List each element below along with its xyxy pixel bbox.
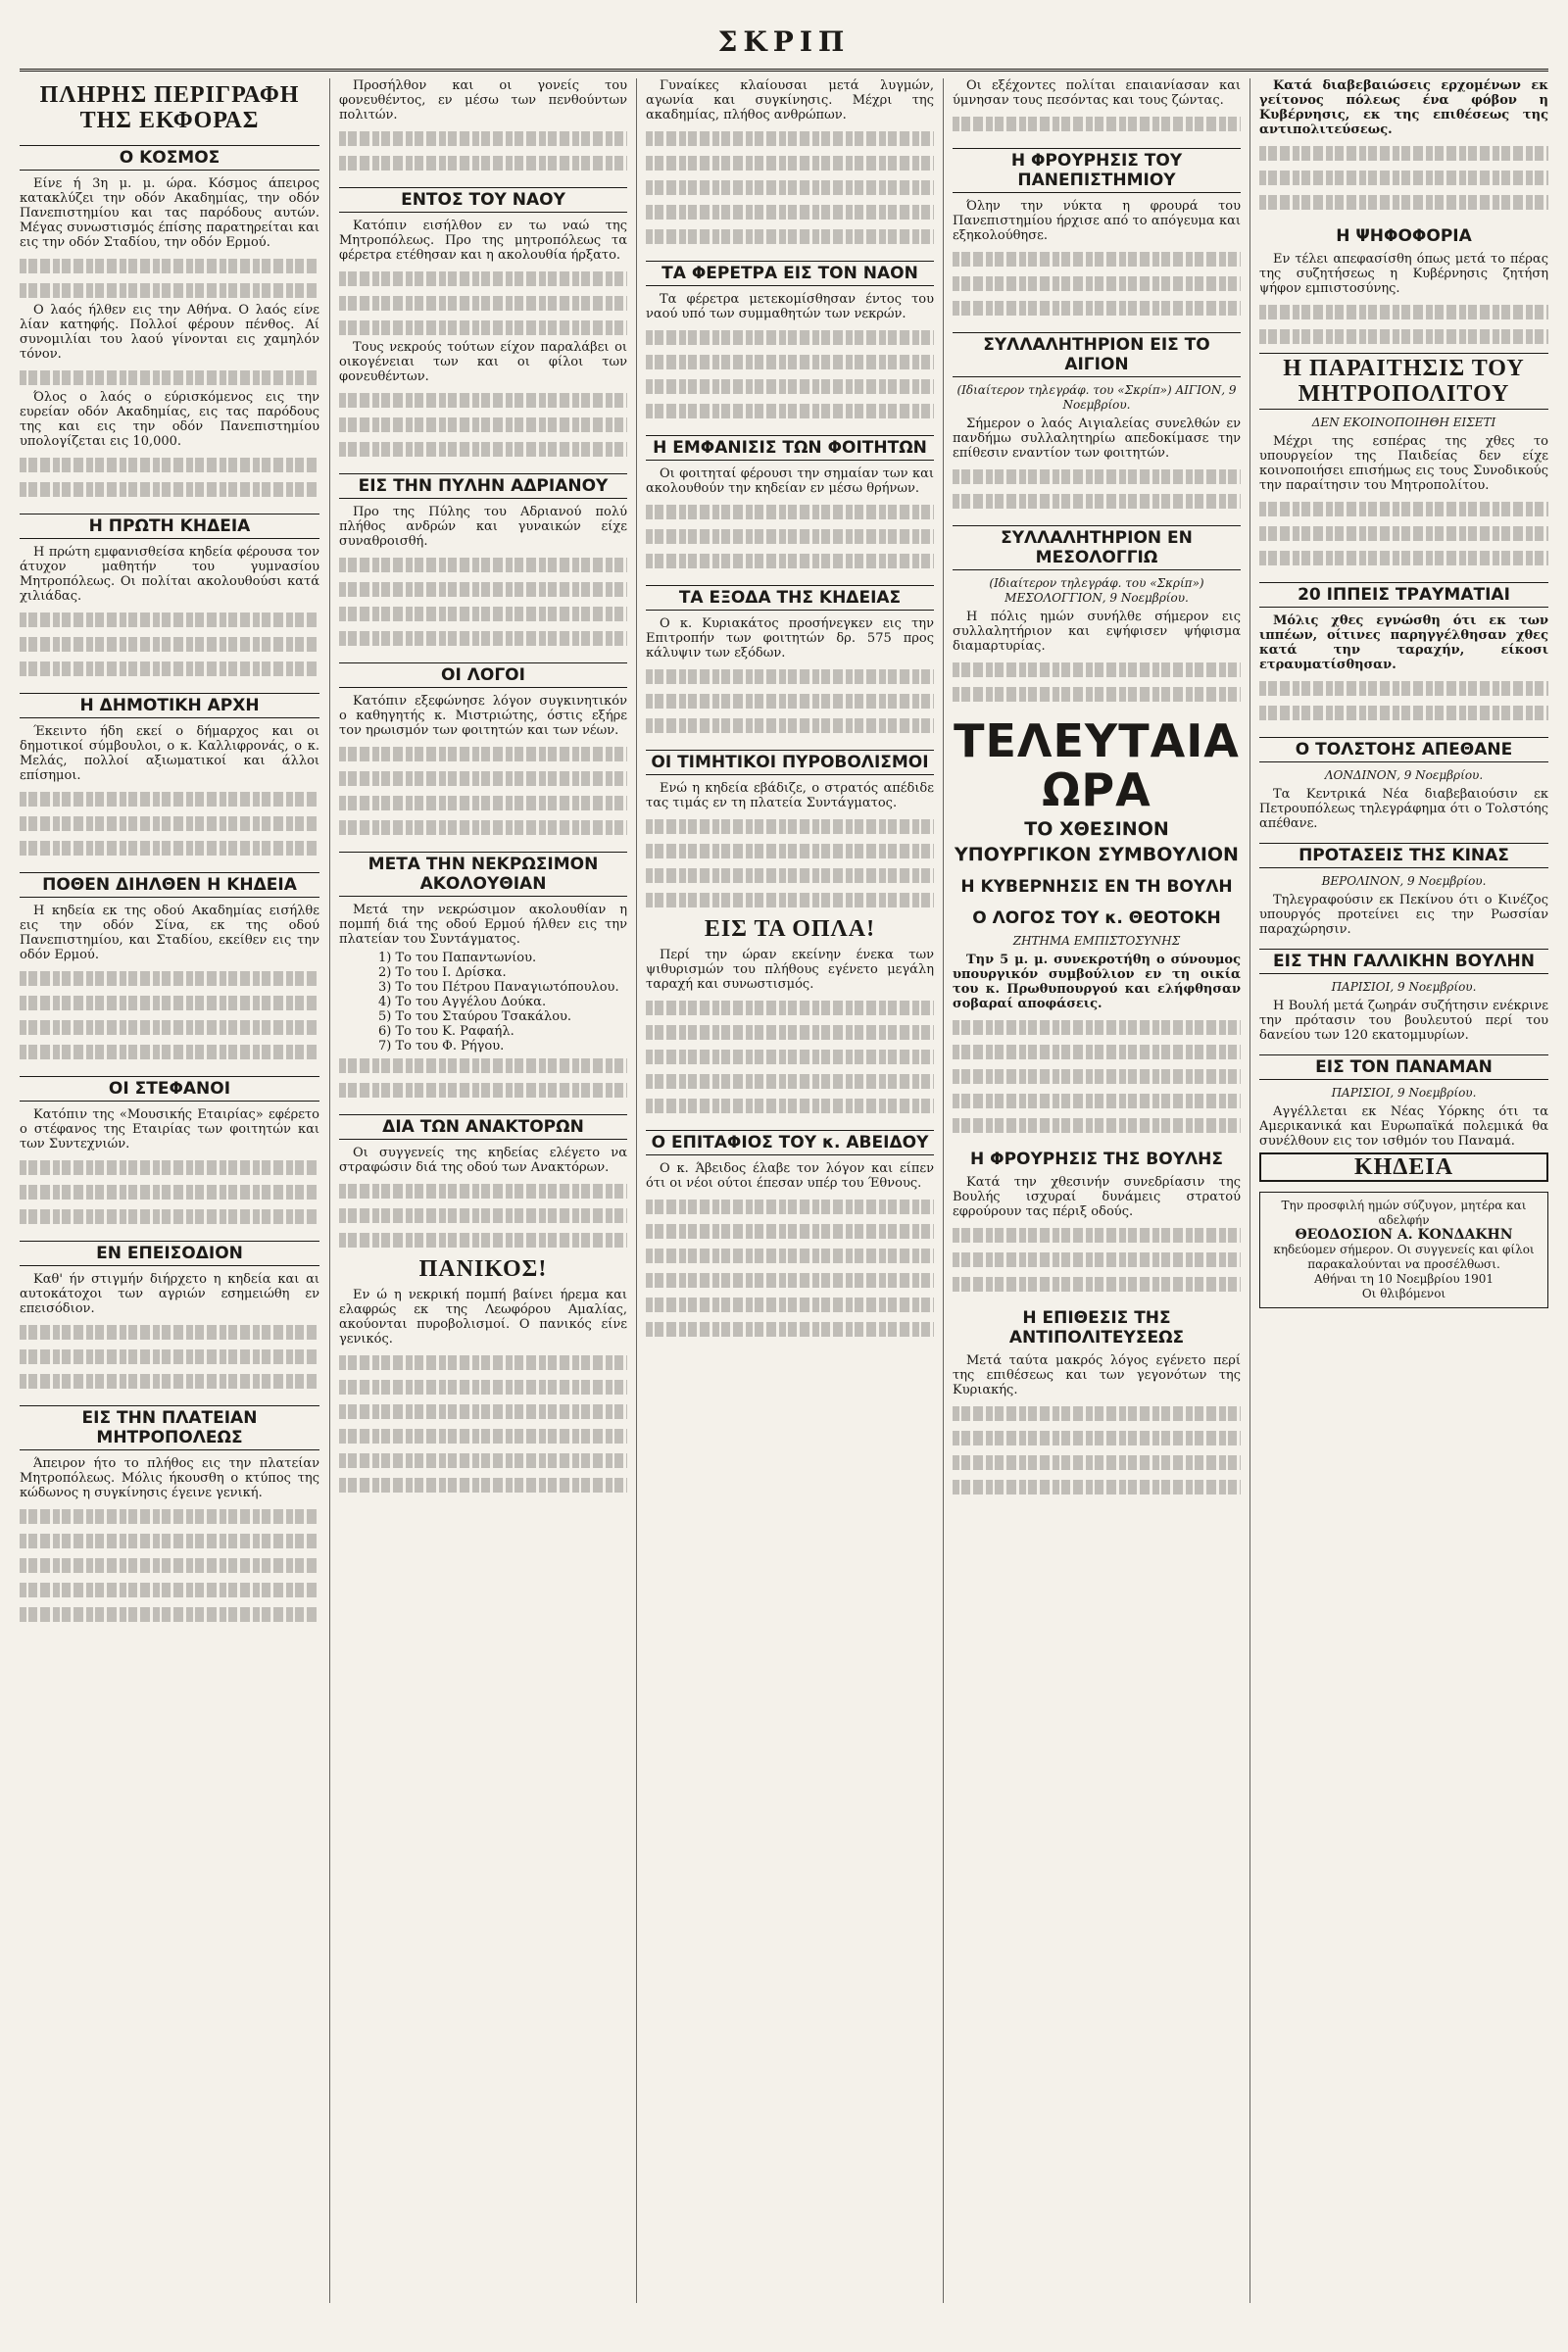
paragraph: Η πρώτη εμφανισθείσα κηδεία φέρουσα τον άτυχον μαθητήν του γυμνασίου Μητροπόλεως. Οι πολίται ακολουθούσι κατά χιλιάδας. xyxy=(20,545,319,604)
text-lines xyxy=(339,626,627,651)
subheadline: ΥΠΟΥΡΓΙΚΟΝ ΣΥΜΒΟΥΛΙΟΝ xyxy=(955,844,1239,865)
text-lines xyxy=(646,1268,934,1293)
section-heading-large: Η ΠΑΡΑΙΤΗΣΙΣ ΤΟΥ ΜΗΤΡΟΠΟΛΙΤΟΥ xyxy=(1259,353,1548,410)
text-lines xyxy=(646,350,934,374)
text-lines xyxy=(339,1424,627,1448)
section-heading: ΜΕΤΑ ΤΗΝ ΝΕΚΡΩΣΙΜΟΝ ΑΚΟΛΟΥΘΙΑΝ xyxy=(339,852,627,897)
text-lines xyxy=(20,1504,319,1529)
paragraph: Οι εξέχοντες πολίται επαιανίασαν και ύμνησαν τους πεσόντας και τους ζώντας. xyxy=(953,78,1241,108)
paragraph: Κατά την χθεσινήν συνεδρίασιν της Βουλής ισχυραί δυνάμεις στρατού εφρούρουν τας πέριξ οδούς. xyxy=(953,1175,1241,1219)
section-heading: ΣΥΛΛΑΛΗΤΗΡΙΟΝ ΕΙΣ ΤΟ ΑΙΓΙΟΝ xyxy=(953,332,1241,377)
text-lines xyxy=(20,657,319,681)
section-heading: ΠΟΘΕΝ ΔΙΗΛΘΕΝ Η ΚΗΔΕΙΑ xyxy=(20,872,319,898)
text-lines xyxy=(20,811,319,836)
section-heading: ΕΙΣ ΤΗΝ ΓΑΛΛΙΚΗΝ ΒΟΥΛΗΝ xyxy=(1259,949,1548,974)
section-heading: Ο ΕΠΙΤΑΦΙΟΣ ΤΟΥ κ. ΑΒΕΙΔΟΥ xyxy=(646,1130,934,1155)
text-lines xyxy=(20,1602,319,1627)
section-heading: ΕΙΣ ΤΟΝ ΠΑΝΑΜΑΝ xyxy=(1259,1054,1548,1080)
obituary-line: κηδεύομεν σήμερον. Οι συγγενείς και φίλοι παρακαλούνται να προσέλθωσι. xyxy=(1273,1243,1535,1271)
text-lines xyxy=(339,291,627,316)
obituary-name: ΘΕΟΔΟΣΙΟΝ Α. ΚΟΝΔΑΚΗΝ xyxy=(1295,1227,1513,1243)
dateline: (Ιδιαίτερον τηλεγράφ. του «Σκρίπ») ΑΙΓΙΟΝ, 9 Νοεμβρίου. xyxy=(956,383,1237,412)
paragraph: Μετά την νεκρώσιμον ακολουθίαν η πομπή διά της οδού Ερμού ήλθεν εις την πλατείαν του Συντάγματος. xyxy=(339,903,627,947)
paragraph: Προ της Πύλης του Αδριανού πολύ πλήθος ανδρών και γυναικών είχε συναθροισθή. xyxy=(339,505,627,549)
section-heading-large: ΕΙΣ ΤΑ ΟΠΛΑ! xyxy=(704,916,876,942)
text-lines xyxy=(646,863,934,888)
subheadline: Ο ΛΟΓΟΣ ΤΟΥ κ. ΘΕΟΤΟΚΗ xyxy=(972,908,1221,928)
text-lines xyxy=(953,1040,1241,1064)
text-lines xyxy=(646,175,934,200)
text-lines xyxy=(339,267,627,291)
paragraph: Η Βουλή μετά ζωηράν συζήτησιν ενέκρινε την πρότασιν του βουλευτού περί του δανείου των 120 εκατομμυρίων. xyxy=(1259,999,1548,1043)
dateline: ΠΑΡΙΣΙΟΙ, 9 Νοεμβρίου. xyxy=(1331,980,1477,994)
text-lines xyxy=(1259,141,1548,166)
text-lines xyxy=(646,996,934,1020)
text-lines xyxy=(646,200,934,224)
text-lines xyxy=(20,1553,319,1578)
column-1 xyxy=(20,78,319,2303)
section-heading: Η ΦΡΟΥΡΗΣΙΣ ΤΗΣ ΒΟΥΛΗΣ xyxy=(969,1150,1224,1169)
section-heading: ΔΙΑ ΤΩΝ ΑΝΑΚΤΟΡΩΝ xyxy=(339,1114,627,1140)
text-lines xyxy=(646,399,934,423)
paragraph: Όλην την νύκτα η φρουρά του Πανεπιστημίου ήρχισε από το απόγευμα και εξηκολούθησε. xyxy=(953,199,1241,243)
text-lines xyxy=(339,1448,627,1473)
text-lines xyxy=(646,1317,934,1342)
text-lines xyxy=(339,766,627,791)
text-lines xyxy=(339,1375,627,1399)
text-lines xyxy=(646,1069,934,1094)
text-lines xyxy=(953,465,1241,489)
text-lines xyxy=(1259,300,1548,324)
text-lines xyxy=(339,602,627,626)
text-lines xyxy=(20,787,319,811)
text-lines xyxy=(339,151,627,175)
masthead-title: ΣΚΡΙΠ xyxy=(717,25,851,58)
column-5 xyxy=(1259,78,1548,2303)
section-heading: ΤΑ ΦΕΡΕΤΡΑ ΕΙΣ ΤΟΝ ΝΑΟΝ xyxy=(646,261,934,286)
text-lines xyxy=(339,1228,627,1252)
text-lines xyxy=(1259,676,1548,701)
text-lines xyxy=(339,1179,627,1203)
column-3 xyxy=(646,78,934,2303)
text-lines xyxy=(339,1399,627,1424)
section-heading: ΕΙΣ ΤΗΝ ΠΛΑΤΕΙΑΝ ΜΗΤΡΟΠΟΛΕΩΣ xyxy=(20,1405,319,1450)
text-lines xyxy=(953,1113,1241,1138)
text-lines xyxy=(339,1350,627,1375)
text-lines xyxy=(646,1020,934,1045)
paragraph: Ενώ η κηδεία εβάδιζε, ο στρατός απέδιδε τας τιμάς εν τη πλατεία Συντάγματος. xyxy=(646,781,934,810)
text-lines xyxy=(953,1272,1241,1297)
text-lines xyxy=(20,1155,319,1180)
text-lines xyxy=(646,814,934,839)
text-lines xyxy=(953,1426,1241,1450)
text-lines xyxy=(646,1293,934,1317)
text-lines xyxy=(1259,701,1548,725)
section-heading: Η ΕΜΦΑΝΙΣΙΣ ΤΩΝ ΦΟΙΤΗΤΩΝ xyxy=(646,435,934,461)
section-heading: ΕΝΤΟΣ ΤΟΥ ΝΑΟΥ xyxy=(339,187,627,213)
text-lines xyxy=(20,1345,319,1369)
list-item: 2) Το του Ι. Δρίσκα. xyxy=(378,965,507,980)
column-rule xyxy=(636,78,637,2303)
text-lines xyxy=(953,658,1241,682)
obituary-notice xyxy=(1259,1192,1548,1308)
text-lines xyxy=(1259,324,1548,349)
text-lines xyxy=(20,632,319,657)
main-headline: ΠΛΗΡΗΣ ΠΕΡΙΓΡΑΦΗ ΤΗΣ ΕΚΦΟΡΑΣ xyxy=(39,82,300,133)
text-lines xyxy=(20,836,319,860)
text-lines xyxy=(953,1015,1241,1040)
text-lines xyxy=(953,112,1241,136)
text-lines xyxy=(20,608,319,632)
column-4 xyxy=(953,78,1241,2303)
text-lines xyxy=(646,1045,934,1069)
subheadline-small: ΔΕΝ ΕΚΟΙΝΟΠΟΙΗΘΗ ΕΙΣΕΤΙ xyxy=(1311,416,1496,429)
paragraph: Προσήλθον και οι γονείς του φονευθέντος, εν μέσω των πενθούντων πολιτών. xyxy=(339,78,627,122)
paragraph: Ο κ. Άβειδος έλαβε τον λόγον και είπεν ότι οι νέοι ούτοι έπεσαν υπέρ του Έθνους. xyxy=(646,1161,934,1191)
text-lines xyxy=(953,1475,1241,1499)
subheadline-small: ΖΗΤΗΜΑ ΕΜΠΙΣΤΟΣΥΝΗΣ xyxy=(1012,934,1181,948)
paragraph: Εν τέλει απεφασίσθη όπως μετά το πέρας της συζητήσεως η Κυβέρνησις ζητήση ψήφον εμπιστοσύνης. xyxy=(1259,252,1548,296)
paragraph: Κατόπιν της «Μουσικής Εταιρίας» εφέρετο ο στέφανος της Εταιρίας των φοιτητών και των Συντεχνιών. xyxy=(20,1107,319,1152)
text-lines xyxy=(1259,546,1548,570)
coffin-list xyxy=(339,951,627,1054)
text-lines xyxy=(20,991,319,1015)
text-lines xyxy=(339,1054,627,1078)
paragraph: Τηλεγραφούσιν εκ Πεκίνου ότι ο Κινέζος υπουργός προτείνει εις την Ρωσσίαν παραχώρησιν. xyxy=(1259,893,1548,937)
paragraph: Ο λαός ήλθεν εις την Αθήνα. Ο λαός είνε λίαν κατηφής. Πολλοί φέρουν πένθος. Αί συνομιλίαι του λαού γίνονται εις χαμηλόν τόνον. xyxy=(20,303,319,362)
text-lines xyxy=(20,1204,319,1229)
text-lines xyxy=(646,374,934,399)
obituary-signature: Οι θλιβόμενοι xyxy=(1361,1287,1446,1300)
paragraph: Καθ' ήν στιγμήν διήρχετο η κηδεία και αι αυτοκάτοχοι των αγριών εσημειώθη εν επεισόδιον. xyxy=(20,1272,319,1316)
section-heading: 20 ΙΠΠΕΙΣ ΤΡΑΥΜΑΤΙΑΙ xyxy=(1259,582,1548,608)
text-lines xyxy=(953,489,1241,514)
paragraph: Είνε ή 3η μ. μ. ώρα. Κόσμος άπειρος κατακλύζει την οδόν Ακαδημίας, την οδόν Πανεπιστημίου και τας παρόδους αυτών. Μέγας συνωστισμός έπίσης παρατηρείται και εις την οδόν Σταδίου, την οδόν Ερμού. xyxy=(20,176,319,250)
text-lines xyxy=(20,1529,319,1553)
text-lines xyxy=(1259,166,1548,190)
list-item: 4) Το του Αγγέλου Δούκα. xyxy=(378,995,547,1009)
masthead xyxy=(20,20,1548,72)
text-lines xyxy=(20,966,319,991)
text-lines xyxy=(953,1248,1241,1272)
section-heading: ΕΝ ΕΠΕΙΣΟΔΙΟΝ xyxy=(20,1241,319,1266)
section-heading: Ο ΤΟΛΣΤΟΗΣ ΑΠΕΘΑΝΕ xyxy=(1259,737,1548,762)
text-lines xyxy=(20,278,319,303)
text-lines xyxy=(646,1094,934,1118)
text-lines xyxy=(646,325,934,350)
text-lines xyxy=(1259,190,1548,215)
text-lines xyxy=(339,316,627,340)
dateline: ΛΟΝΔΙΝΟΝ, 9 Νοεμβρίου. xyxy=(1324,768,1484,782)
list-item: 7) Το του Φ. Ρήγου. xyxy=(378,1039,505,1054)
paragraph: Κατά διαβεβαιώσεις ερχομένων εκ γείτονος πόλεως ένα φόβον η Κυβέρνησις, εκ της επιθέσεως της αντιπολιτεύσεως. xyxy=(1259,78,1548,137)
text-lines xyxy=(20,477,319,502)
paragraph: Τα φέρετρα μετεκομίσθησαν έντος του ναού υπό των συμμαθητών των νεκρών. xyxy=(646,292,934,321)
obituary-date: Αθήναι τη 10 Νοεμβρίου 1901 xyxy=(1313,1272,1494,1286)
text-lines xyxy=(339,553,627,577)
text-lines xyxy=(339,1203,627,1228)
text-lines xyxy=(953,1401,1241,1426)
paragraph: Γυναίκες κλαίουσαι μετά λυγμών, αγωνία και συγκίνησις. Μέχρι της ακαδημίας, πλήθος ανθρώπων. xyxy=(646,78,934,122)
dateline: ΠΑΡΙΣΙΟΙ, 9 Νοεμβρίου. xyxy=(1331,1086,1477,1100)
text-lines xyxy=(339,791,627,815)
paragraph: Αγγέλλεται εκ Νέας Υόρκης ότι τα Αμερικανικά και Ευρωπαϊκά πολεμικά θα συνέλθουν εις τον ισθμόν του Παναμά. xyxy=(1259,1104,1548,1149)
paragraph: Σήμερον ο λαός Αιγιαλείας συνελθών εν πανδήμω συλλαλητηρίω απεδοκίμασε την επίθεσιν εναντίον των φοιτητών. xyxy=(953,416,1241,461)
text-lines xyxy=(339,742,627,766)
section-heading: Η ΕΠΙΘΕΣΙΣ ΤΗΣ ΑΝΤΙΠΟΛΙΤΕΥΣΕΩΣ xyxy=(1008,1308,1185,1348)
text-lines xyxy=(646,126,934,151)
text-lines xyxy=(20,1369,319,1394)
paragraph: Μέχρι της εσπέρας της χθες το υπουργείον της Παιδείας δεν είχε κοινοποιήσει επισήμως εις τους Συνοδικούς την παραίτησιν του Μητροπολίτου. xyxy=(1259,434,1548,493)
subheadline: Η ΚΥΒΕΡΝΗΣΙΣ ΕΝ ΤΗ ΒΟΥΛΗ xyxy=(960,877,1233,897)
last-hour-headline: ΤΕΛΕΥΤΑΙΑ ΩΡΑ xyxy=(954,714,1240,816)
text-lines xyxy=(20,1040,319,1064)
section-heading: ΕΙΣ ΤΗΝ ΠΥΛΗΝ ΑΔΡΙΑΝΟΥ xyxy=(339,473,627,499)
newspaper-page xyxy=(20,20,1548,2313)
text-lines xyxy=(646,689,934,713)
text-lines xyxy=(646,888,934,912)
section-heading: ΠΡΟΤΑΣΕΙΣ ΤΗΣ ΚΙΝΑΣ xyxy=(1259,843,1548,868)
paragraph: Τους νεκρούς τούτων είχον παραλάβει οι οικογένειαι των και οι φίλοι των φονευθέντων. xyxy=(339,340,627,384)
section-heading: ΣΥΛΛΑΛΗΤΗΡΙΟΝ ΕΝ ΜΕΣΟΛΟΓΓΙΩ xyxy=(953,525,1241,570)
paragraph: Κατόπιν εισήλθον εν τω ναώ της Μητροπόλεως. Προ της μητροπόλεως τα φέρετρα ετέθησαν και η ακολουθία ήρξατο. xyxy=(339,219,627,263)
subheadline: ΤΟ ΧΘΕΣΙΝΟΝ xyxy=(1024,818,1169,840)
section-heading: Η ΔΗΜΟΤΙΚΗ ΑΡΧΗ xyxy=(20,693,319,718)
text-lines xyxy=(20,453,319,477)
text-lines xyxy=(646,1244,934,1268)
text-lines xyxy=(953,682,1241,707)
dateline: (Ιδιαίτερον τηλεγράφ. του «Σκρίπ») ΜΕΣΟΛΟΓΓΙΟΝ, 9 Νοεμβρίου. xyxy=(989,576,1204,605)
text-lines xyxy=(20,366,319,390)
text-lines xyxy=(953,1064,1241,1089)
section-heading-large: ΠΑΝΙΚΟΣ! xyxy=(418,1256,548,1282)
list-item: 5) Το του Σταύρου Τσακάλου. xyxy=(378,1009,572,1024)
text-lines xyxy=(953,1223,1241,1248)
text-lines xyxy=(646,500,934,524)
paragraph: Οι συγγενείς της κηδείας ελέγετο να στραφώσιν διά της οδού των Ανακτόρων. xyxy=(339,1146,627,1175)
text-lines xyxy=(646,839,934,863)
text-lines xyxy=(646,664,934,689)
text-lines xyxy=(646,713,934,738)
section-heading: Η ΠΡΩΤΗ ΚΗΔΕΙΑ xyxy=(20,514,319,539)
paragraph: Μόλις χθες εγνώσθη ότι εκ των ιππέων, οίτινες παρηγγέλθησαν χθες κατά την ταραχήν, είκοσι ετραυματίσθησαν. xyxy=(1259,613,1548,672)
text-lines xyxy=(339,413,627,437)
column-rule xyxy=(329,78,330,2303)
section-heading: ΟΙ ΤΙΜΗΤΙΚΟΙ ΠΥΡΟΒΟΛΙΣΜΟΙ xyxy=(646,750,934,775)
list-item: 6) Το του Κ. Ραφαήλ. xyxy=(378,1024,514,1039)
text-lines xyxy=(20,1320,319,1345)
column-rule xyxy=(943,78,944,2303)
list-item: 1) Το του Παπαντωνίου. xyxy=(378,951,537,965)
section-heading: Η ΦΡΟΥΡΗΣΙΣ ΤΟΥ ΠΑΝΕΠΙΣΤΗΜΙΟΥ xyxy=(953,148,1241,193)
text-lines xyxy=(20,1180,319,1204)
text-lines xyxy=(646,524,934,549)
paragraph: Έκειντο ήδη εκεί ο δήμαρχος και οι δημοτικοί σύμβουλοι, ο κ. Καλλιφρονάς, ο κ. Μελάς, πολλοί αξιωματικοί και άλλοι επίσημοι. xyxy=(20,724,319,783)
text-lines xyxy=(339,388,627,413)
text-lines xyxy=(646,1219,934,1244)
text-lines xyxy=(339,437,627,462)
text-lines xyxy=(646,151,934,175)
paragraph: Οι φοιτηταί φέρουσι την σημαίαν των και ακολουθούν την κηδείαν εν μέσω θρήνων. xyxy=(646,466,934,496)
text-lines xyxy=(646,549,934,573)
text-lines xyxy=(20,1015,319,1040)
paragraph: Μετά ταύτα μακρός λόγος εγένετο περί της επιθέσεως και των γεγονότων της Κυριακής. xyxy=(953,1353,1241,1397)
dateline: ΒΕΡΟΛΙΝΟΝ, 9 Νοεμβρίου. xyxy=(1321,874,1487,888)
obituary-line: Την προσφιλή ημών σύζυγον, μητέρα και αδελφήν xyxy=(1281,1199,1527,1227)
section-heading: ΟΙ ΣΤΕΦΑΝΟΙ xyxy=(20,1076,319,1102)
paragraph: Όλος ο λαός ο εύρισκόμενος εις την ευρείαν οδόν Ακαδημίας, εις τας παρόδους της και εις την οδόν Πανεπιστημίου υπολογίζεται εις 10,000. xyxy=(20,390,319,449)
text-lines xyxy=(339,126,627,151)
obituary-heading: ΚΗΔΕΙΑ xyxy=(1259,1152,1548,1182)
column-2 xyxy=(339,78,627,2303)
text-lines xyxy=(1259,521,1548,546)
paragraph: Περί την ώραν εκείνην ένεκα των ψιθυρισμών του πλήθους εγένετο μεγάλη ταραχή και συνωστισμός. xyxy=(646,948,934,992)
text-lines xyxy=(339,815,627,840)
text-lines xyxy=(953,247,1241,271)
text-lines xyxy=(339,577,627,602)
text-lines xyxy=(1259,497,1548,521)
text-lines xyxy=(646,1195,934,1219)
text-lines xyxy=(20,254,319,278)
paragraph: Κατόπιν εξεφώνησε λόγον συγκινητικόν ο καθηγητής κ. Μιστριώτης, όστις εξήρε τον ηρωισμόν των φοιτητών και των νέων. xyxy=(339,694,627,738)
text-lines xyxy=(953,1089,1241,1113)
paragraph: Η κηδεία εκ της οδού Ακαδημίας εισήλθε εις την οδόν Σίνα, εκ της οδού Πανεπιστημίου, και Σταδίου, εκείθεν εις την οδόν Ερμού. xyxy=(20,904,319,962)
paragraph: Τα Κεντρικά Νέα διαβεβαιούσιν εκ Πετρουπόλεως τηλεγράφημα ότι ο Τολστόης απέθανε. xyxy=(1259,787,1548,831)
text-lines xyxy=(339,1473,627,1497)
paragraph: Ο κ. Κυριακάτος προσήνεγκεν εις την Επιτροπήν των φοιτητών δρ. 575 προς κάλυψιν των εξόδων. xyxy=(646,616,934,661)
text-lines xyxy=(20,1578,319,1602)
text-lines xyxy=(953,1450,1241,1475)
paragraph: Εν ώ η νεκρική πομπή βαίνει ήρεμα και ελαφρώς εκ της Λεωφόρου Αμαλίας, ακούονται πυροβολισμοί. Ο πανικός είνε γενικός. xyxy=(339,1288,627,1347)
section-heading: Ο ΚΟΣΜΟΣ xyxy=(20,145,319,171)
section-heading: Η ΨΗΦΟΦΟΡΙΑ xyxy=(1336,226,1472,246)
paragraph: Την 5 μ. μ. συνεκροτήθη ο σύνουμος υπουργικόν συμβούλιον εν τη οικία του κ. Πρωθυπουργού και ελήφθησαν σοβαραί αποφάσεις. xyxy=(953,953,1241,1011)
section-heading: ΟΙ ΛΟΓΟΙ xyxy=(339,662,627,688)
section-heading: ΤΑ ΕΞΟΔΑ ΤΗΣ ΚΗΔΕΙΑΣ xyxy=(646,585,934,611)
text-lines xyxy=(339,1078,627,1102)
text-lines xyxy=(953,271,1241,296)
text-lines xyxy=(646,224,934,249)
text-lines xyxy=(953,296,1241,320)
paragraph: Η πόλις ημών συνήλθε σήμερον εις συλλαλητήριον και εψήφισεν ψήφισμα διαμαρτυρίας. xyxy=(953,610,1241,654)
list-item: 3) Το του Πέτρου Παναγιωτόπουλου. xyxy=(378,980,619,995)
paragraph: Άπειρον ήτο το πλήθος εις την πλατείαν Μητροπόλεως. Μόλις ήκουσθη ο κτύπος της κώδωνος η συγκίνησις έγεινε γενική. xyxy=(20,1456,319,1500)
